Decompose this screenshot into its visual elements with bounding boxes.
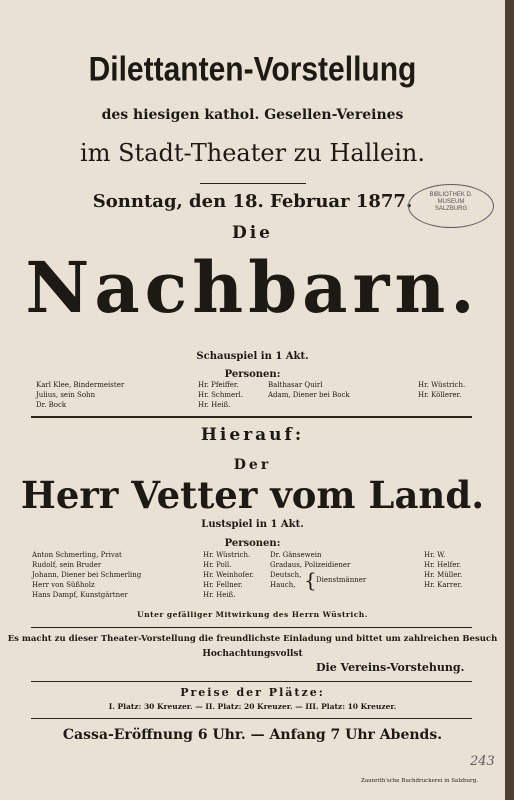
cast-role: Julius, sein Sohn: [36, 391, 96, 399]
play1-title: Nachbarn.: [25, 246, 480, 329]
divider: [31, 718, 472, 719]
play2-genre: Lustspiel in 1 Akt.: [201, 519, 304, 530]
cast-role: Karl Klee, Bindermeister: [36, 381, 125, 389]
divider: [31, 416, 472, 418]
performance-date: Sonntag, den 18. Februar 1877.: [92, 191, 413, 212]
cast-role: Gradaus, Polizeidiener: [270, 561, 351, 569]
regards: Hochachtungsvollst: [202, 649, 303, 659]
cast-role: Balthasar Quirl: [268, 381, 323, 389]
printer-imprint: Zaunrith'sche Buchdruckerei in Salzburg.: [361, 778, 478, 784]
play2-title: Herr Vetter vom Land.: [20, 473, 485, 517]
play2-cast-heading: Personen:: [224, 538, 281, 549]
divider: [200, 183, 306, 184]
hierauf-heading: Hierauf:: [200, 425, 305, 445]
cast-actor: Hr. Fellner.: [203, 581, 243, 589]
prices: I. Platz: 30 Kreuzer. — II. Platz: 20 Kreuzer. — III. Platz: 10 Kreuzer.: [108, 702, 397, 711]
cast-actor: Hr. Wüstrich.: [203, 551, 251, 559]
stamp-line-1: BIBLIOTHEK D.: [429, 192, 473, 198]
play1-genre: Schauspiel in 1 Akt.: [196, 351, 309, 362]
cast-actor: Hr. Weinhofer.: [203, 571, 254, 579]
play1-article: Die: [231, 223, 274, 243]
cast-actor: Hr. Karrer.: [424, 581, 463, 589]
divider: [31, 627, 472, 628]
stamp-line-2: MUSEUM: [437, 199, 465, 205]
cast-role: Anton Schmerling, Privat: [32, 551, 122, 559]
servants-label: Dienstmänner: [316, 576, 367, 584]
play1-cast-heading: Personen:: [224, 369, 281, 380]
signature: Die Vereins-Vorstehung.: [316, 661, 465, 674]
cast-row: [36, 381, 124, 390]
cast-role: Dr. Bock: [36, 401, 67, 409]
cast-role: Hauch,: [270, 581, 296, 589]
venue: im Stadt-Theater zu Hallein.: [80, 139, 425, 167]
cast-role: Adam, Diener bei Bock: [268, 391, 350, 399]
handwritten-number: 243: [470, 754, 495, 769]
invitation: Es macht zu dieser Theater-Vorstellung die freundlichste Einladung und bittet um zahlreichen Besuch: [7, 634, 498, 644]
cast-role: Hans Dampf, Kunstgärtner: [32, 591, 128, 599]
cast-role: Herr von Süßholz: [32, 581, 95, 589]
paper-edge: [505, 0, 514, 800]
cast-row: [36, 391, 95, 400]
cast-actor: Hr. Heiß.: [198, 401, 231, 409]
cast-role: Rudolf, sein Bruder: [32, 561, 102, 569]
cast-actor: Hr. Poll.: [203, 561, 232, 569]
divider: [31, 681, 472, 682]
cast-actor: Hr. Heiß.: [203, 591, 236, 599]
assist-note: Unter gefälliger Mitwirkung des Herrn Wüstrich.: [137, 610, 368, 619]
cast-role: Deutsch,: [270, 571, 302, 579]
cast-actor: Hr. Müller.: [424, 571, 463, 579]
cast-actor: Hr. Schmerl.: [198, 391, 243, 399]
stamp-line-3: SALZBURG: [434, 206, 468, 212]
brace: {: [304, 568, 317, 592]
poster-subtitle: des hiesigen kathol. Gesellen-Vereines: [101, 107, 404, 123]
cast-row: [36, 401, 66, 410]
prices-heading: Preise der Plätze:: [180, 686, 325, 699]
cast-actor: Hr. Pfeiffer.: [198, 381, 239, 389]
cast-actor: Hr. Köllerer.: [418, 391, 462, 399]
cast-actor: Hr. Wüstrich.: [418, 381, 466, 389]
play2-article: Der: [233, 457, 272, 473]
cast-role: Johann, Diener bei Schmerling: [32, 571, 142, 579]
cast-actor: Hr. Helfer.: [424, 561, 462, 569]
poster-title: Dilettanten-Vorstellung: [88, 50, 417, 89]
cast-role: Dr. Gänsewein: [270, 551, 322, 559]
cast-actor: Hr. W.: [424, 551, 446, 559]
opening-times: Cassa-Eröffnung 6 Uhr. — Anfang 7 Uhr Abends.: [62, 727, 443, 743]
